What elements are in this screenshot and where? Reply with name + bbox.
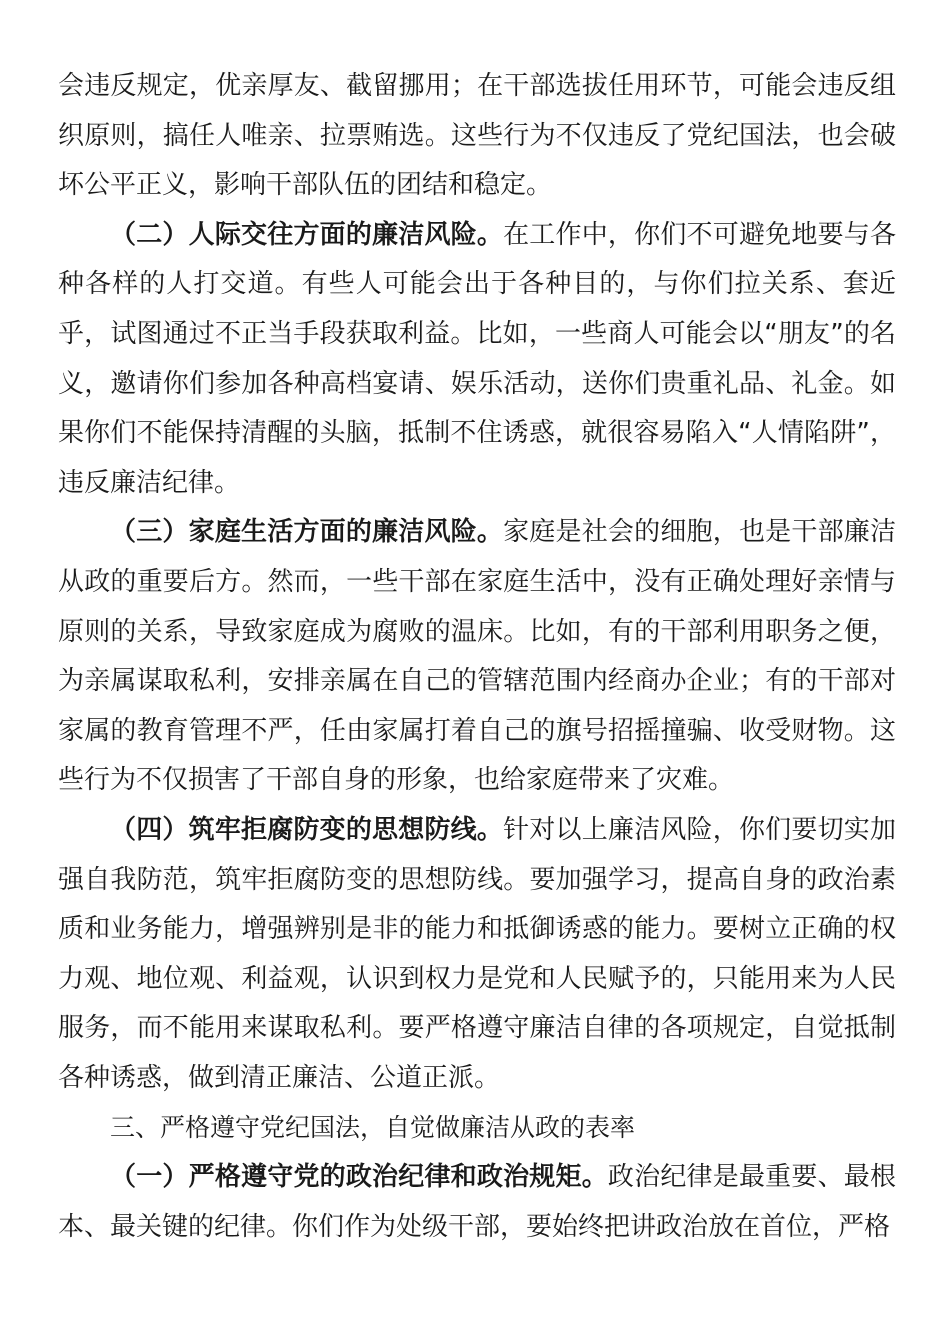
paragraph-lead-heading: （四）筑牢拒腐防变的思想防线。	[110, 814, 504, 845]
paragraph-defense-line	[58, 806, 896, 1104]
paragraph-text: 会违反规定，优亲厚友、截留挪用；在干部选拔任用环节，可能会违反组织原则，搞任人唯亲、拉票贿选。这些行为不仅违反了党纪国法，也会破坏公平正义，影响干部队伍的团结和稳定。	[58, 71, 896, 201]
paragraph-lead-heading: （一）严格遵守党的政治纪律和政治规矩。	[110, 1162, 608, 1193]
paragraph-family-risk	[58, 508, 896, 806]
paragraph-interpersonal-risk	[58, 211, 896, 509]
paragraph-continuation	[58, 62, 896, 211]
paragraph-text: 家庭是社会的细胞，也是干部廉洁从政的重要后方。然而，一些干部在家庭生活中，没有正确处理好亲情与原则的关系，导致家庭成为腐败的温床。比如，有的干部利用职务之便，为亲属谋取私利，安排亲属在自己的管辖范围内经商办企业；有的干部对家属的教育管理不严，任由家属打着自己的旗号招摇撞骗、收受财物。这些行为不仅损害了干部自身的形象，也给家庭带来了灾难。	[58, 517, 896, 796]
document-page	[58, 62, 896, 1252]
paragraph-lead-heading: （二）人际交往方面的廉洁风险。	[110, 219, 504, 250]
section-heading: 三、严格遵守党纪国法，自觉做廉洁从政的表率	[110, 1113, 636, 1143]
paragraph-text: 在工作中，你们不可避免地要与各种各样的人打交道。有些人可能会出于各种目的，与你们拉关系、套近乎，试图通过不正当手段获取利益。比如，一些商人可能会以“朋友”的名义，邀请你们参加各种高档宴请、娱乐活动，送你们贵重礼品、礼金。如果你们不能保持清醒的头脑，抵制不住诱惑，就很容易陷入“人情陷阱”，违反廉洁纪律。	[58, 219, 896, 498]
paragraph-political-discipline	[58, 1153, 896, 1252]
paragraph-text: 政治纪律是最重要、最根本、最关键的纪律。你们作为处级干部，要始终把讲政治放在首位，严格	[58, 1162, 896, 1242]
paragraph-text: 针对以上廉洁风险，你们要切实加强自我防范，筑牢拒腐防变的思想防线。要加强学习，提高自身的政治素质和业务能力，增强辨别是非的能力和抵御诱惑的能力。要树立正确的权力观、地位观、利益观，认识到权力是党和人民赋予的，只能用来为人民服务，而不能用来谋取私利。要严格遵守廉洁自律的各项规定，自觉抵制各种诱惑，做到清正廉洁、公道正派。	[58, 814, 896, 1093]
paragraph-lead-heading: （三）家庭生活方面的廉洁风险。	[110, 517, 504, 548]
